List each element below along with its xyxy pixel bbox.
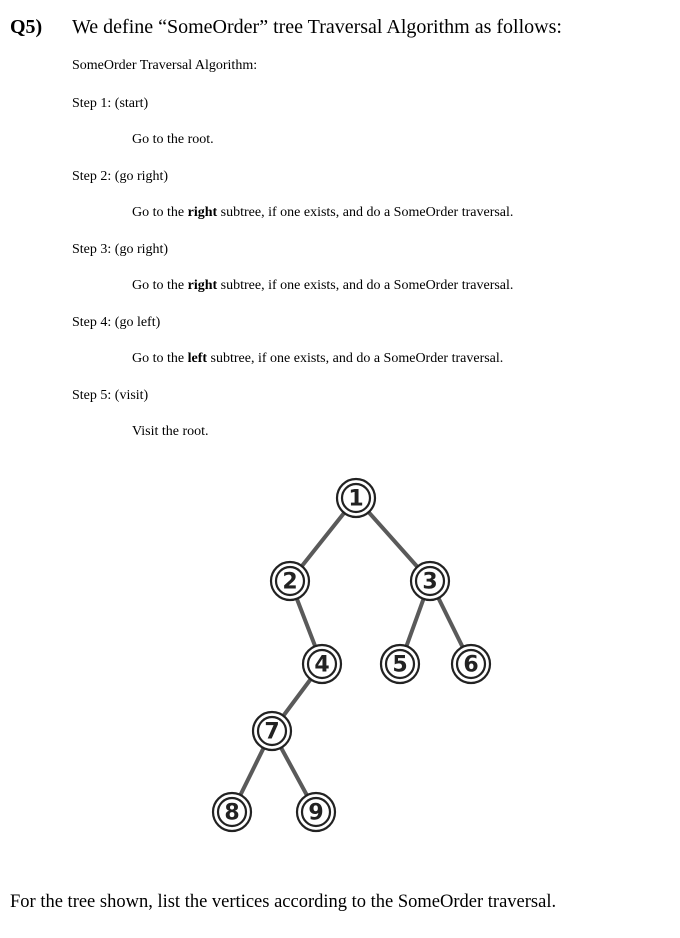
question-number: Q5) — [10, 16, 43, 38]
tree-node-label: 9 — [308, 800, 324, 826]
tree-node-label: 5 — [392, 652, 408, 678]
question-title: We define “SomeOrder” tree Traversal Algorithm as follows: — [72, 16, 562, 38]
tree-node-3 — [411, 562, 449, 600]
tree-node-7 — [253, 712, 291, 750]
tree-node-8 — [213, 793, 251, 831]
step-5-description: Visit the root. — [132, 424, 209, 439]
tree-node-label: 2 — [282, 569, 298, 595]
tree-node-5 — [381, 645, 419, 683]
question-prompt: For the tree shown, list the vertices according to the SomeOrder traversal. — [10, 892, 557, 912]
step-4-description: Go to the left subtree, if one exists, and do a SomeOrder traversal. — [132, 351, 504, 366]
tree-node-6 — [452, 645, 490, 683]
tree-node-2 — [271, 562, 309, 600]
tree-node-label: 6 — [463, 652, 479, 678]
tree-node-1 — [337, 479, 375, 517]
tree-node-label: 7 — [264, 719, 280, 745]
step-2-description: Go to the right subtree, if one exists, and do a SomeOrder traversal. — [132, 205, 514, 220]
tree-node-label: 1 — [348, 486, 364, 512]
algorithm-heading: SomeOrder Traversal Algorithm: — [72, 58, 258, 73]
tree-node-label: 4 — [314, 652, 330, 678]
step-3-label: Step 3: (go right) — [72, 242, 169, 257]
tree-node-4 — [303, 645, 341, 683]
tree-node-label: 8 — [224, 800, 240, 826]
step-1-description: Go to the root. — [132, 132, 214, 147]
tree-node-label: 3 — [422, 569, 438, 595]
step-4-label: Step 4: (go left) — [72, 315, 161, 330]
step-3-description: Go to the right subtree, if one exists, and do a SomeOrder traversal. — [132, 278, 514, 293]
tree-node-9 — [297, 793, 335, 831]
step-1-label: Step 1: (start) — [72, 96, 149, 111]
step-5-label: Step 5: (visit) — [72, 388, 149, 403]
step-2-label: Step 2: (go right) — [72, 169, 169, 184]
